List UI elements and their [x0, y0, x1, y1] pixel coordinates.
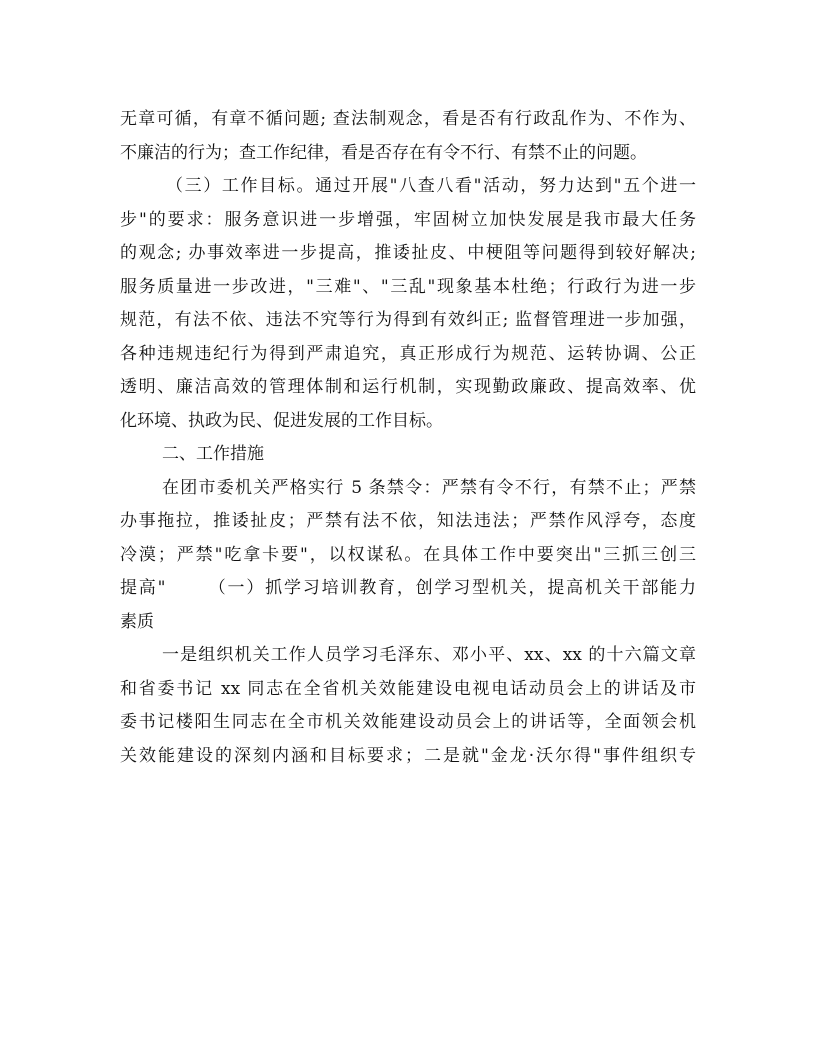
paragraph-line: 冷漠；严禁"吃拿卡要"，以权谋私。在具体工作中要突出"三抓三创三 [120, 544, 696, 565]
paragraph-line: 提高" （一）抓学习培训教育，创学习型机关，提高机关干部能力 [120, 578, 696, 598]
paragraph-line: 和省委书记 xx 同志在全省机关效能建设电视电话动员会上的讲话及市 [120, 678, 696, 699]
document-body [120, 103, 696, 773]
section-heading: 二、工作措施 [162, 444, 264, 464]
paragraph-line: 的观念; 办事效率进一步提高，推诿扯皮、中梗阻等问题得到较好解决; [120, 243, 696, 263]
paragraph-line: 不廉洁的行为；查工作纪律，看是否存在有令不行、有禁不止的问题。 [120, 142, 647, 163]
paragraph-line: 化环境、执政为民、促进发展的工作目标。 [120, 410, 443, 431]
paragraph-line: 步"的要求：服务意识进一步增强，牢固树立加快发展是我市最大任务 [120, 209, 696, 230]
paragraph-line: 办事拖拉，推诿扯皮；严禁有法不依，知法违法；严禁作风浮夸，态度 [120, 511, 696, 531]
paragraph-line: 各种违规违纪行为得到严肃追究，真正形成行为规范、运转协调、公正 [120, 343, 696, 364]
paragraph-line: 委书记楼阳生同志在全市机关效能建设动员会上的讲话等，全面领会机 [120, 712, 696, 732]
paragraph-line: 规范，有法不依、违法不究等行为得到有效纠正; 监督管理进一步加强， [120, 310, 696, 330]
paragraph-line: 一是组织机关工作人员学习毛泽东、邓小平、xx、xx 的十六篇文章 [162, 645, 696, 665]
paragraph-line: 素质 [120, 611, 154, 632]
paragraph-line: 透明、廉洁高效的管理体制和运行机制，实现勤政廉政、提高效率、优 [120, 377, 696, 397]
paragraph-line: 服务质量进一步改进，"三难"、"三乱"现象基本杜绝；行政行为进一步 [120, 276, 696, 297]
paragraph-line: 无章可循，有章不循问题; 查法制观念，看是否有行政乱作为、不作为、 [120, 109, 696, 129]
paragraph-line: （三）工作目标。通过开展"八查八看"活动，努力达到"五个进一 [166, 176, 696, 196]
paragraph-line: 在团市委机关严格实行 5 条禁令：严禁有令不行，有禁不止；严禁 [162, 477, 696, 498]
paragraph-line: 关效能建设的深刻内涵和目标要求；二是就"金龙·沃尔得"事件组织专 [120, 745, 696, 766]
